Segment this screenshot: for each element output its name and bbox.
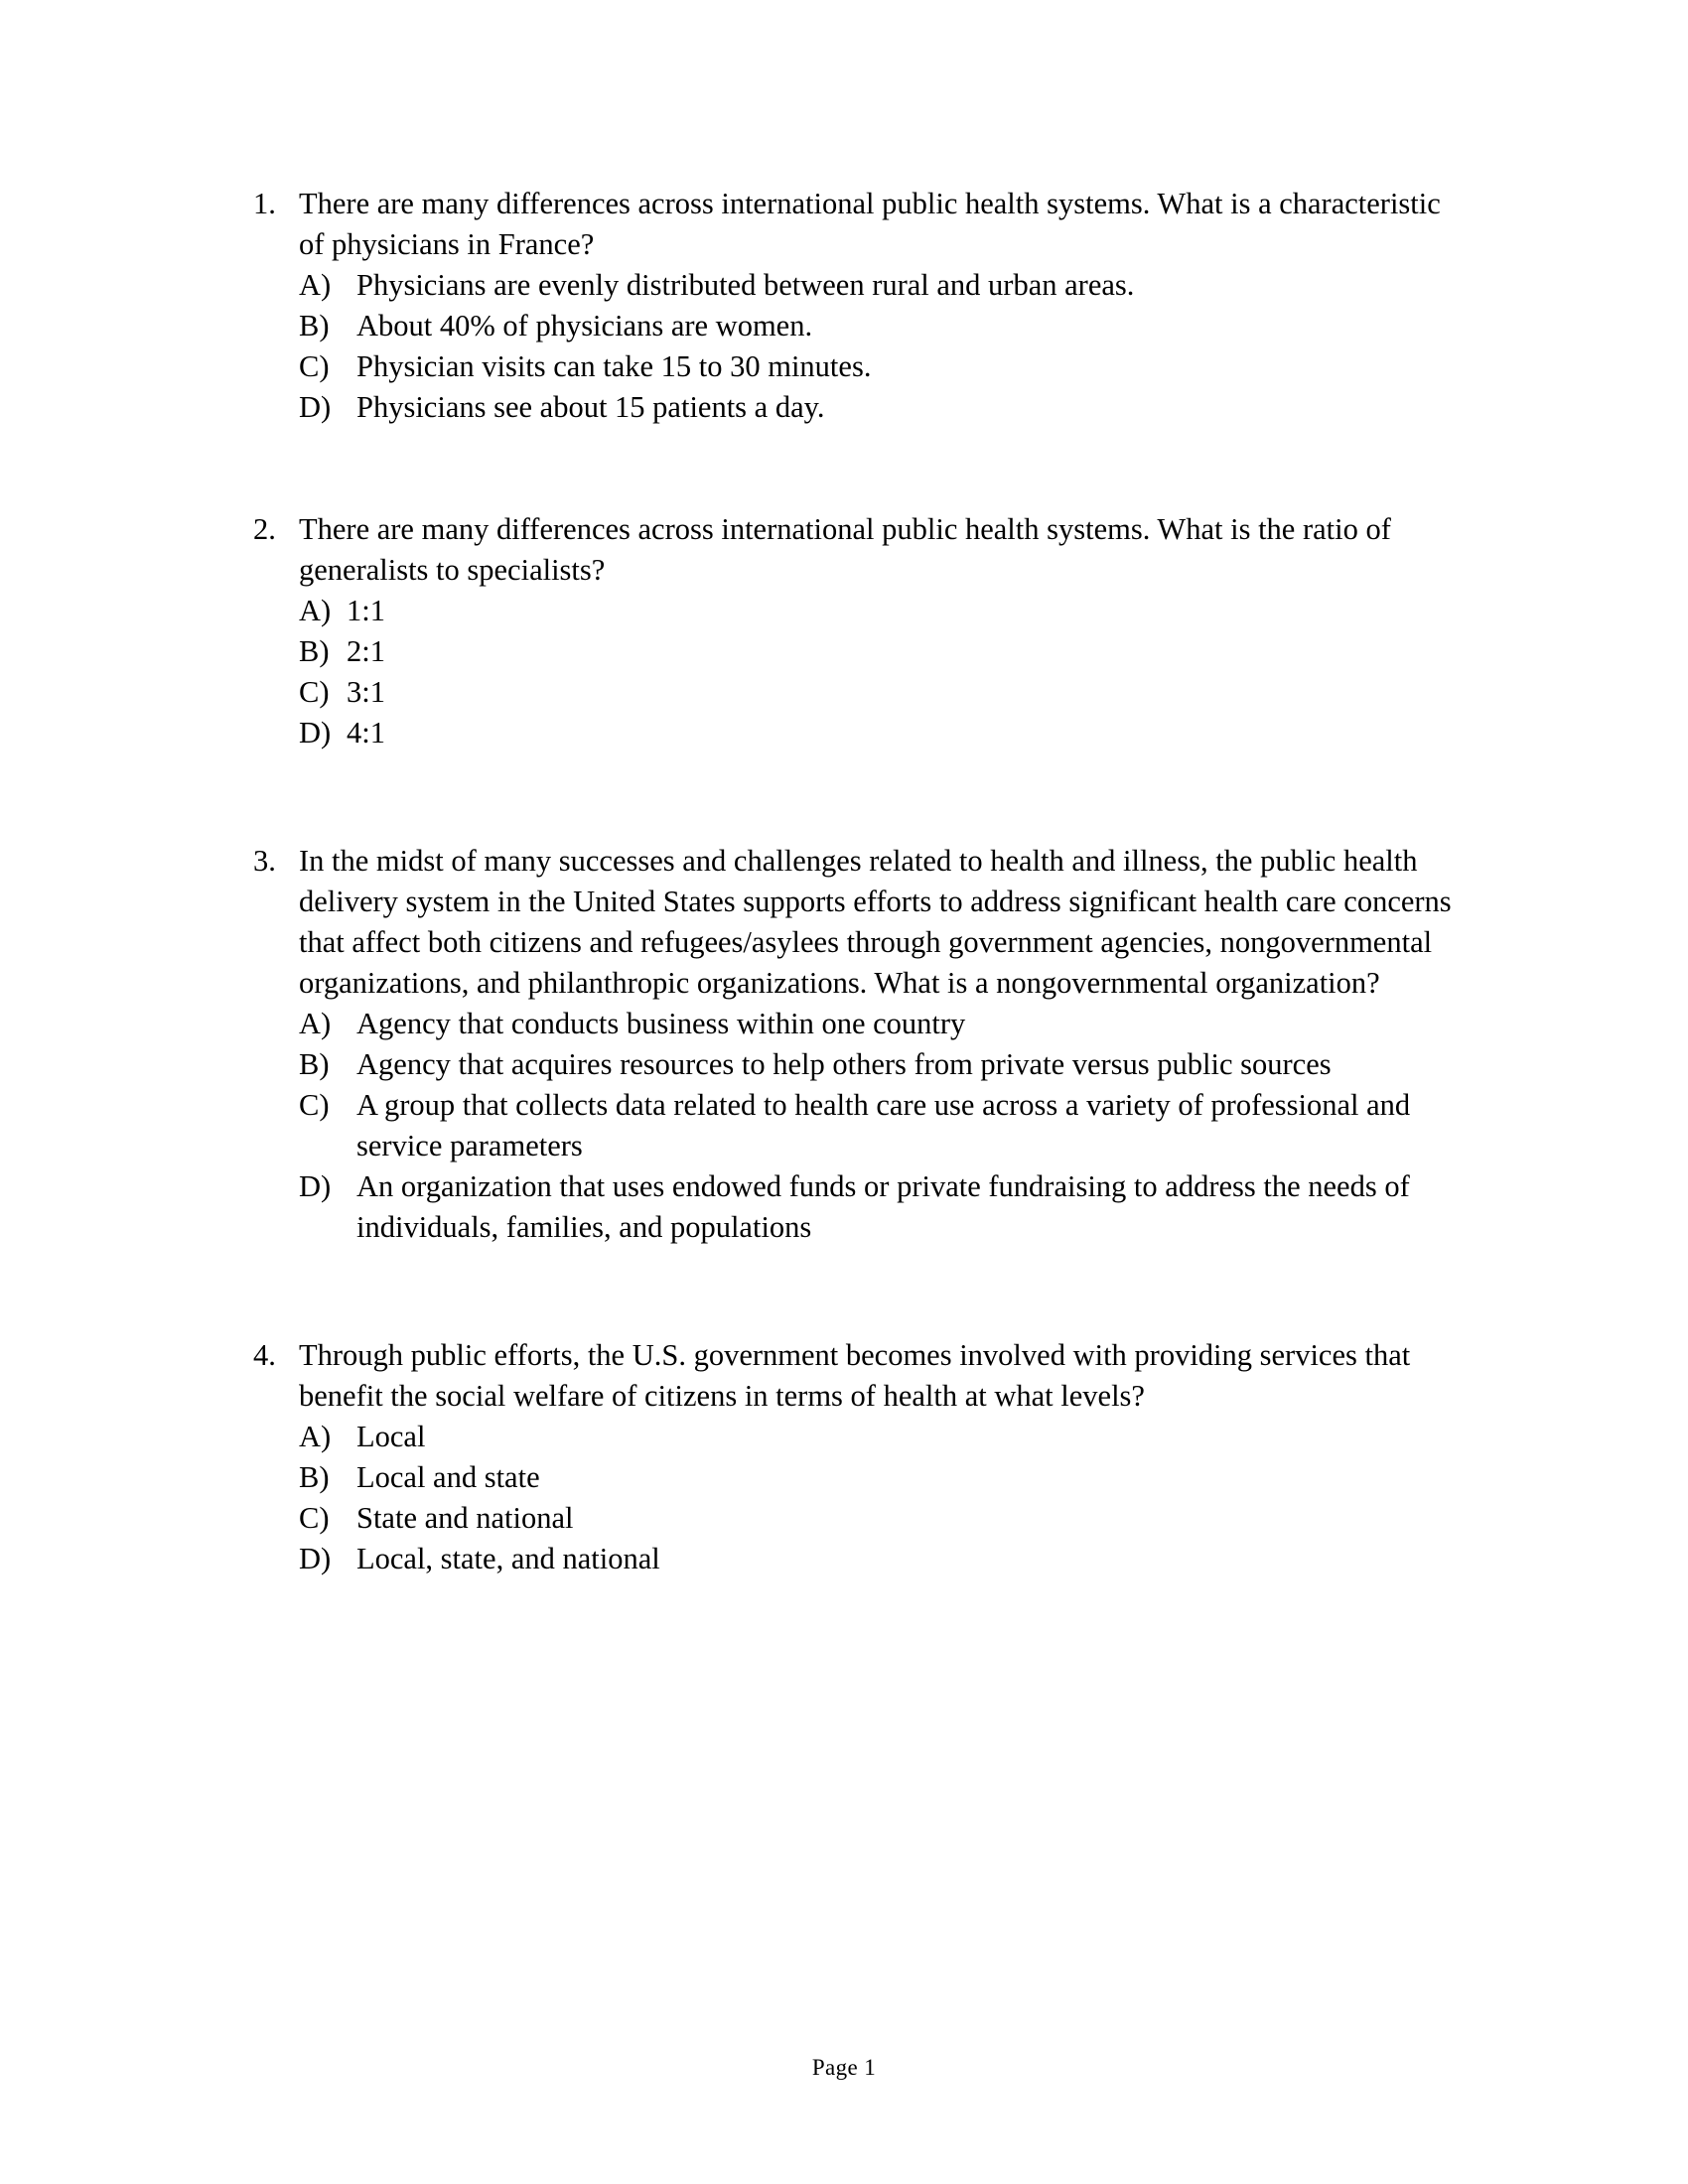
question-stem: There are many differences across international public health systems. What is the ratio of generalists to specialists?	[299, 512, 1391, 587]
option-list	[299, 265, 1460, 428]
option-letter: D)	[299, 1169, 332, 1203]
question-body	[299, 509, 1460, 753]
option-d[interactable]	[299, 713, 1460, 753]
option-text: Physicians see about 15 patients a day.	[356, 390, 825, 424]
question-row	[253, 841, 1460, 1248]
question-body	[299, 1335, 1460, 1579]
option-letter: A)	[299, 1007, 332, 1040]
question-row	[253, 184, 1460, 428]
option-text: Local and state	[356, 1460, 540, 1494]
option-text: 4:1	[347, 716, 385, 750]
option-text: 1:1	[347, 594, 385, 627]
option-text: A group that collects data related to health care use across a variety of professional and service parameters	[356, 1088, 1411, 1162]
option-c[interactable]	[299, 1085, 1460, 1166]
option-letter: A)	[299, 268, 332, 302]
question-body	[299, 184, 1460, 428]
option-text: Agency that conducts business within one country	[356, 1007, 966, 1040]
option-text: An organization that uses endowed funds or private fundraising to address the needs of individuals, families, and populations	[356, 1169, 1410, 1244]
question-number: 2.	[253, 512, 276, 546]
option-b[interactable]	[299, 1457, 1460, 1498]
option-letter: B)	[299, 1047, 330, 1081]
option-list	[299, 1004, 1460, 1248]
page-footer: Page 1	[811, 2055, 877, 2080]
question-stem: In the midst of many successes and challenges related to health and illness, the public health delivery system in the United States supports efforts to address significant health care concerns that affect both citizens and refugees/asylees through government agencies, nongovernmental organizations, and philanthropic organizations. What is a nongovernmental organization?	[299, 844, 1452, 1000]
option-d[interactable]	[299, 1539, 1460, 1579]
option-text: 2:1	[347, 634, 385, 668]
option-letter: B)	[299, 1460, 330, 1494]
option-letter: D)	[299, 716, 332, 750]
option-text: 3:1	[347, 675, 385, 709]
question-row	[253, 1335, 1460, 1579]
option-a[interactable]	[299, 591, 1460, 631]
option-text: Agency that acquires resources to help others from private versus public sources	[356, 1047, 1332, 1081]
question-stem: There are many differences across international public health systems. What is a characteristic of physicians in France?	[299, 187, 1441, 261]
question-number: 4.	[253, 1338, 276, 1372]
option-b[interactable]	[299, 631, 1460, 672]
option-letter: C)	[299, 1501, 330, 1535]
option-b[interactable]	[299, 1044, 1460, 1085]
option-a[interactable]	[299, 1004, 1460, 1044]
option-text: Local	[356, 1420, 426, 1453]
option-letter: D)	[299, 390, 332, 424]
option-a[interactable]	[299, 1417, 1460, 1457]
option-letter: C)	[299, 349, 330, 383]
question-number: 1.	[253, 187, 276, 220]
question-body	[299, 841, 1460, 1248]
option-letter: C)	[299, 1088, 330, 1122]
option-c[interactable]	[299, 346, 1460, 387]
option-text: Physician visits can take 15 to 30 minutes.	[356, 349, 872, 383]
option-letter: A)	[299, 1420, 332, 1453]
option-letter: A)	[299, 594, 332, 627]
option-list	[299, 1417, 1460, 1579]
option-a[interactable]	[299, 265, 1460, 306]
question-item	[253, 841, 1460, 1248]
option-letter: B)	[299, 634, 330, 668]
option-list	[299, 591, 1460, 753]
option-letter: D)	[299, 1542, 332, 1575]
option-text: State and national	[356, 1501, 574, 1535]
option-text: Physicians are evenly distributed between rural and urban areas.	[356, 268, 1135, 302]
option-text: About 40% of physicians are women.	[356, 309, 813, 342]
question-row	[253, 509, 1460, 753]
option-b[interactable]	[299, 306, 1460, 346]
question-list	[253, 184, 1460, 1579]
option-letter: B)	[299, 309, 330, 342]
option-d[interactable]	[299, 1166, 1460, 1248]
option-d[interactable]	[299, 387, 1460, 428]
option-c[interactable]	[299, 672, 1460, 713]
option-letter: C)	[299, 675, 330, 709]
option-text: Local, state, and national	[356, 1542, 660, 1575]
question-stem: Through public efforts, the U.S. government becomes involved with providing services that benefit the social welfare of citizens in terms of health at what levels?	[299, 1338, 1411, 1413]
option-c[interactable]	[299, 1498, 1460, 1539]
question-item	[253, 1335, 1460, 1579]
question-item	[253, 184, 1460, 428]
question-number: 3.	[253, 844, 276, 878]
question-item	[253, 509, 1460, 753]
